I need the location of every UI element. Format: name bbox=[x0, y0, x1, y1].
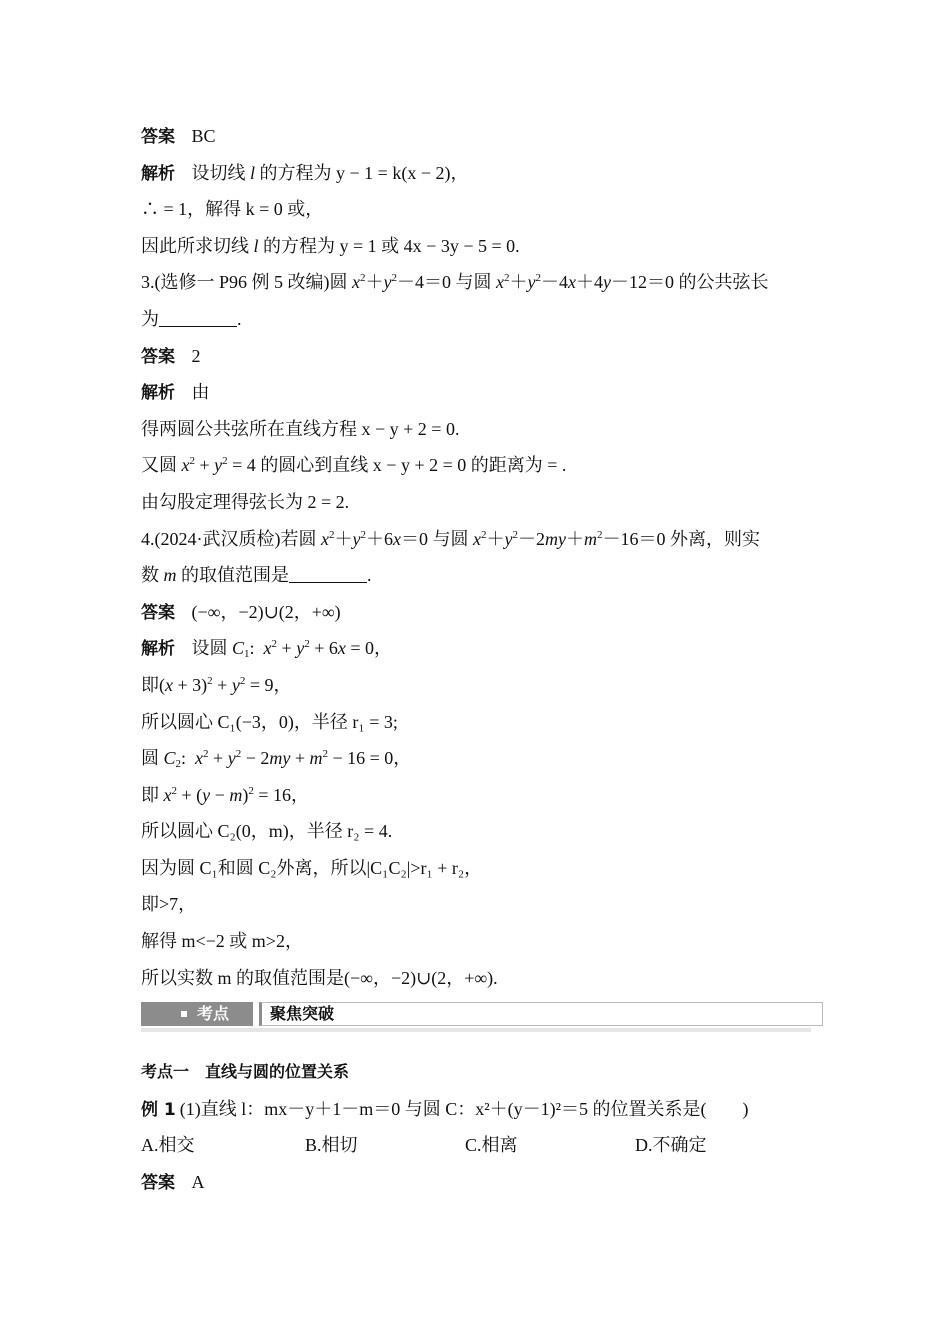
option-c: C.相离 bbox=[465, 1135, 518, 1156]
example-label: 例 1 bbox=[141, 1099, 176, 1120]
analysis-line: 所以圆心 C₁(−3，0)，半径 r₁ = 3; bbox=[141, 711, 398, 732]
option-a: A.相交 bbox=[141, 1135, 195, 1156]
option-d: D.不确定 bbox=[635, 1135, 707, 1156]
analysis-line bbox=[141, 630, 811, 667]
equation: y − 1 = k(x − 2)， bbox=[336, 162, 469, 183]
analysis-line: 解得 m<−2 或 m>2， bbox=[141, 931, 303, 952]
square-bullet-icon bbox=[181, 1011, 187, 1017]
text: 数 bbox=[141, 565, 159, 586]
text: 为 bbox=[141, 308, 159, 329]
answer-line bbox=[141, 594, 811, 631]
text: . bbox=[367, 565, 372, 586]
text: 与圆 bbox=[432, 528, 469, 549]
equation: $x^2 + y^2 = 4$ bbox=[181, 455, 256, 476]
analysis-label: 解析 bbox=[141, 383, 175, 404]
equation: $x^2+y^2-2my+m^2-16=0$ bbox=[472, 528, 666, 549]
answer-blank bbox=[289, 566, 367, 583]
analysis-line bbox=[141, 740, 811, 777]
banner-left bbox=[141, 1002, 253, 1026]
analysis-line: 由勾股定理得弦长为 2 = 2. bbox=[141, 491, 350, 512]
question-number: 4. bbox=[141, 528, 155, 549]
answer-blank bbox=[159, 310, 237, 327]
content bbox=[141, 118, 811, 1201]
equation: $x^2+y^2-4=0$ bbox=[352, 272, 451, 293]
question-3-cont bbox=[141, 301, 811, 338]
section-banner bbox=[141, 998, 811, 1032]
equation: $C_2$: $x^2 + y^2 - 2my + m^2 - 16 = 0$， bbox=[163, 748, 412, 771]
answer-value: (−∞，−2)∪(2，+∞) bbox=[191, 601, 341, 622]
equation: $x^2+y^2-4x+4y-12=0$ bbox=[496, 272, 674, 293]
option-b: B.相切 bbox=[305, 1135, 358, 1156]
text: 圆 bbox=[329, 272, 348, 293]
text: 若圆 bbox=[280, 528, 317, 549]
options-row bbox=[141, 1127, 811, 1164]
analysis-line bbox=[141, 228, 811, 265]
text: 的方程为 bbox=[263, 235, 336, 256]
example-line bbox=[141, 1091, 811, 1128]
answer-line bbox=[141, 1164, 811, 1201]
section-heading: 考点一 直线与圆的位置关系 bbox=[141, 1062, 350, 1082]
banner-left-label: 考点 bbox=[197, 1004, 230, 1024]
text: . bbox=[237, 308, 242, 329]
answer-value: A bbox=[191, 1172, 205, 1193]
answer-label: 答案 bbox=[141, 602, 175, 623]
text: 圆 bbox=[141, 748, 159, 769]
analysis-line bbox=[141, 447, 811, 484]
analysis-line: 得两圆公共弦所在直线方程 x − y + 2 = 0. bbox=[141, 418, 460, 439]
text: 又圆 bbox=[141, 455, 177, 476]
analysis-line: 即>7， bbox=[141, 894, 197, 915]
text: 即 bbox=[141, 674, 159, 695]
question-3 bbox=[141, 264, 811, 301]
answer-value: BC bbox=[191, 126, 216, 146]
answer-line bbox=[141, 118, 811, 155]
var-l: l bbox=[250, 162, 256, 183]
question-4-cont bbox=[141, 557, 811, 594]
answer-line bbox=[141, 338, 811, 375]
analysis-label: 解析 bbox=[141, 163, 175, 184]
analysis-line: ∴ = 1，解得 k = 0 或， bbox=[141, 199, 324, 220]
text: 由 bbox=[191, 382, 210, 403]
equation: $x^2+y^2+6x=0$ bbox=[320, 528, 428, 549]
var-l: l bbox=[253, 235, 259, 256]
equation: $x^2 + (y - m)^2 = 16$， bbox=[163, 784, 309, 805]
question-source: (2024·武汉质检) bbox=[154, 528, 281, 549]
analysis-line bbox=[141, 667, 811, 704]
question-number: 3. bbox=[141, 272, 155, 293]
banner-right: 聚焦突破 bbox=[259, 1002, 823, 1026]
equation: $(x + 3)^2 + y^2 = 9$， bbox=[159, 674, 292, 695]
analysis-label: 解析 bbox=[141, 639, 175, 660]
question-4 bbox=[141, 521, 811, 558]
question-source: (选修一 P96 例 5 改编) bbox=[154, 272, 330, 293]
answer-label: 答案 bbox=[141, 1173, 175, 1194]
banner-underline bbox=[141, 1028, 811, 1032]
equation: $C_1$: $x^2 + y^2 + 6x = 0$， bbox=[232, 638, 392, 661]
analysis-line: 所以实数 m 的取值范围是(−∞，−2)∪(2，+∞). bbox=[141, 967, 498, 988]
text: 的方程为 bbox=[259, 162, 332, 183]
example-text: (1)直线 l：mx－y＋1－m＝0 与圆 C：x²＋(y－1)²＝5 的位置关系是( ) bbox=[179, 1098, 749, 1119]
analysis-line bbox=[141, 777, 811, 814]
text: 与圆 bbox=[455, 272, 492, 293]
text: 的圆心到直线 x − y + 2 = 0 的距离为 = . bbox=[260, 455, 567, 476]
var-m: m bbox=[163, 565, 177, 586]
answer-value: 2 bbox=[191, 345, 201, 366]
analysis-line bbox=[141, 155, 811, 192]
answer-label: 答案 bbox=[141, 346, 175, 367]
equation: y = 1 或 4x − 3y − 5 = 0. bbox=[339, 235, 520, 256]
analysis-line: 因为圆 C₁和圆 C₂外离，所以|C₁C₂|>r₁ + r₂， bbox=[141, 857, 483, 878]
text: 的公共弦长 bbox=[678, 272, 769, 293]
text: 设切线 bbox=[191, 162, 246, 183]
text: 设圆 bbox=[191, 638, 228, 659]
answer-label: 答案 bbox=[141, 127, 175, 147]
analysis-line bbox=[141, 374, 811, 411]
text: 因此所求切线 bbox=[141, 235, 249, 256]
text: 的取值范围是 bbox=[181, 565, 289, 586]
text: 即 bbox=[141, 784, 159, 805]
text: 外离，则实 bbox=[669, 528, 760, 549]
analysis-line: 所以圆心 C₂(0，m)，半径 r₂ = 4. bbox=[141, 821, 393, 842]
